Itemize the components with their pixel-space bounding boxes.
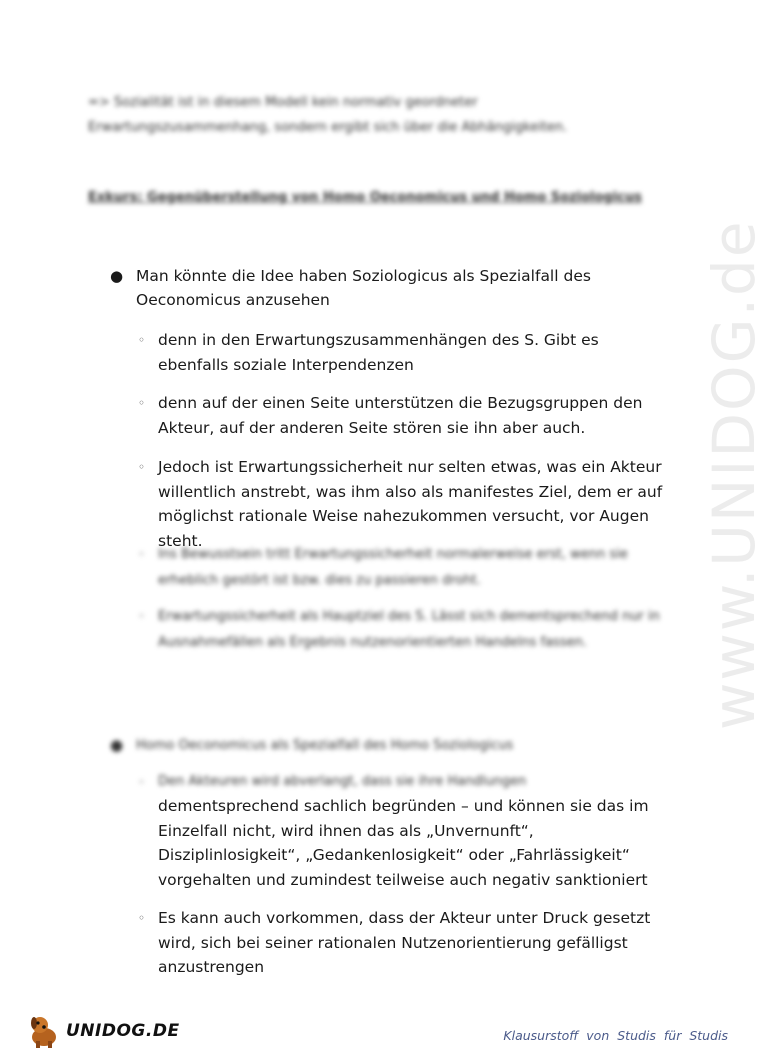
sub-bullet-text: Erwartungssicherheit als Hauptziel des S. Lässt sich dementsprechend nur in Ausnahmefällen als Ergebnis nutzenorientierten Handelns fassen. [158, 609, 660, 650]
sub-bullet-ring-icon: ◦ [138, 775, 146, 789]
sub-bullet-text: Jedoch ist Erwartungssicherheit nur selten etwas, was ein Akteur willentlich anstrebt, was ihm also als manifestes Ziel, dem er auf möglichst rationale Weise nahezukommen versucht, vor Augen steht. [158, 458, 663, 550]
sub-bullet-text: Ins Bewusstsein tritt Erwartungssicherheit normalerweise erst, wenn sie erheblich gestört ist bzw. dies zu passieren droht. [158, 547, 628, 588]
sub-bullet-ring-icon: ◦ [138, 911, 146, 925]
sub-bullet-text: denn auf der einen Seite unterstützen die Bezugsgruppen den Akteur, auf der anderen Seite stören sie ihn aber auch. [158, 394, 643, 437]
footer-tagline: Klausurstoff von Studis für Studis [503, 1028, 728, 1043]
logo-text: UNIDOG.DE [66, 1021, 180, 1041]
bullet-text: Man könnte die Idee haben Soziologicus als Spezialfall des Oeconomicus anzusehen [136, 267, 591, 309]
sub-bullet-item [138, 328, 668, 377]
bullet-text: Homo Oeconomicus als Spezialfall des Homo Soziologicus [136, 738, 514, 753]
sub-bullet-visible-text: dementsprechend sachlich begründen – und können sie das im Einzelfall nicht, wird ihnen das als „Unvernunft“, Disziplinlosigkeit“, „Gedankenlosigkeit“ oder „Fahrlässigkeit“ vorgehalten und zumindest teilweise auch negativ sanktioniert [158, 797, 649, 889]
sub-bullet-ring-icon: ◦ [138, 547, 146, 561]
bullet-item [110, 733, 670, 758]
sub-bullet-ring-icon: ◦ [138, 460, 146, 474]
bullet-dot-icon: ● [110, 267, 124, 285]
bullet-item [110, 264, 670, 312]
sub-bullet-ring-icon: ◦ [138, 609, 146, 623]
sub-bullet-item [138, 455, 668, 553]
sub-bullet-item [138, 770, 668, 892]
intro-line-2: Erwartungszusammenhang, sondern ergibt sich über die Abhängigkeiten. [88, 120, 568, 135]
sub-bullet-item [138, 604, 668, 656]
sub-bullet-text [158, 770, 668, 892]
watermark: www.UNIDOG.de [700, 219, 768, 730]
sub-bullet-blurred-line: Den Akteuren wird abverlangt, dass sie ihre Handlungen [158, 774, 527, 789]
intro-paragraph [88, 90, 648, 140]
dog-mascot-icon [24, 1011, 64, 1051]
bullet-dot-icon: ● [110, 736, 124, 754]
sub-bullet-item [138, 542, 668, 594]
intro-line-1: => Sozialität ist in diesem Modell kein normativ geordneter [88, 95, 478, 110]
sub-bullet-ring-icon: ◦ [138, 396, 146, 410]
sub-bullet-text: denn in den Erwartungszusammenhängen des S. Gibt es ebenfalls soziale Interpendenzen [158, 331, 599, 374]
sub-bullet-text: Es kann auch vorkommen, dass der Akteur unter Druck gesetzt wird, sich bei seiner rationalen Nutzenorientierung gefälligst anzustrengen [158, 909, 651, 976]
sub-bullet-item [138, 391, 668, 440]
sub-bullet-ring-icon: ◦ [138, 333, 146, 347]
unidog-logo [24, 1010, 180, 1052]
sub-bullet-item [138, 906, 668, 980]
excursus-heading: Exkurs: Gegenüberstellung von Homo Oeconomicus und Homo Soziologicus [88, 190, 642, 205]
